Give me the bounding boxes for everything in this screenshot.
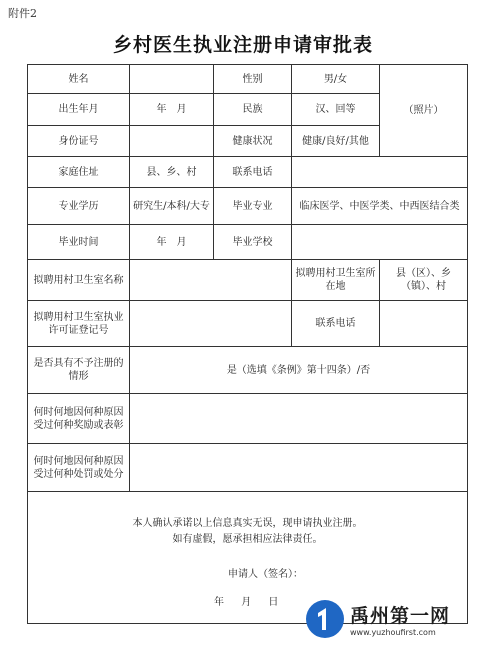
date-year: 年 bbox=[214, 597, 224, 608]
clinic-phone-label: 联系电话 bbox=[292, 301, 380, 347]
date-day: 日 bbox=[268, 597, 279, 608]
birth-label: 出生年月 bbox=[28, 94, 130, 126]
education-label: 专业学历 bbox=[28, 188, 130, 225]
date-month: 月 bbox=[241, 597, 252, 608]
ethnicity-label: 民族 bbox=[214, 94, 292, 126]
penalty-label: 何时何地因何种原因受过何种处罚或处分 bbox=[28, 444, 130, 492]
education-field[interactable]: 研究生/本科/大专 bbox=[130, 188, 214, 225]
clinic-phone-field[interactable] bbox=[380, 301, 468, 347]
license-label: 拟聘用村卫生室执业许可证登记号 bbox=[28, 301, 130, 347]
health-field[interactable]: 健康/良好/其他 bbox=[292, 126, 380, 157]
school-field[interactable] bbox=[292, 225, 468, 260]
declaration-line-2: 如有虚假，愿承担相应法律责任。 bbox=[172, 534, 323, 545]
penalty-field[interactable] bbox=[130, 444, 468, 492]
clinic-name-label: 拟聘用村卫生室名称 bbox=[28, 260, 130, 301]
id-field[interactable] bbox=[130, 126, 214, 157]
address-label: 家庭住址 bbox=[28, 157, 130, 188]
phone-label: 联系电话 bbox=[214, 157, 292, 188]
declaration-line-1: 本人确认承诺以上信息真实无误，现申请执业注册。 bbox=[132, 518, 363, 529]
name-field[interactable] bbox=[130, 65, 214, 94]
grad-time-label: 毕业时间 bbox=[28, 225, 130, 260]
clinic-location-field[interactable]: 县（区）、乡（镇）、村 bbox=[380, 260, 468, 301]
license-field[interactable] bbox=[130, 301, 292, 347]
page-title: 乡村医生执业注册申请审批表 bbox=[112, 34, 373, 56]
gender-label: 性别 bbox=[214, 65, 292, 94]
watermark-name: 禹州第一网 bbox=[350, 605, 451, 627]
gender-field[interactable]: 男/女 bbox=[292, 65, 380, 94]
declaration-text bbox=[28, 516, 467, 548]
award-label: 何时何地因何种原因受过何种奖励或表彰 bbox=[28, 394, 130, 444]
health-label: 健康状况 bbox=[214, 126, 292, 157]
name-label: 姓名 bbox=[28, 65, 130, 94]
exclusion-field[interactable]: 是（选填《条例》第十四条）/否 bbox=[130, 347, 468, 394]
birth-field[interactable]: 年 月 bbox=[130, 94, 214, 126]
attachment-label: 附件2 bbox=[8, 7, 37, 20]
major-field[interactable]: 临床医学、中医学类、中西医结合类 bbox=[292, 188, 468, 225]
signature-date bbox=[214, 596, 292, 609]
phone-field[interactable] bbox=[292, 157, 468, 188]
logo-icon bbox=[306, 600, 344, 638]
clinic-location-label: 拟聘用村卫生室所在地 bbox=[292, 260, 380, 301]
watermark-text bbox=[350, 601, 450, 637]
grad-time-field[interactable]: 年 月 bbox=[130, 225, 214, 260]
exclusion-label: 是否具有不予注册的情形 bbox=[28, 347, 130, 394]
award-field[interactable] bbox=[130, 394, 468, 444]
watermark-logo bbox=[306, 594, 476, 644]
id-label: 身份证号 bbox=[28, 126, 130, 157]
school-label: 毕业学校 bbox=[214, 225, 292, 260]
ethnicity-field[interactable]: 汉、回等 bbox=[292, 94, 380, 126]
major-label: 毕业专业 bbox=[214, 188, 292, 225]
watermark-url: www.yuzhoufirst.com bbox=[350, 628, 436, 637]
signature-label[interactable]: 申请人（签名）： bbox=[228, 569, 303, 580]
clinic-name-field[interactable] bbox=[130, 260, 292, 301]
application-form-table bbox=[27, 64, 468, 624]
photo-box[interactable]: （照片） bbox=[380, 65, 468, 157]
address-field[interactable]: 县、乡、村 bbox=[130, 157, 214, 188]
